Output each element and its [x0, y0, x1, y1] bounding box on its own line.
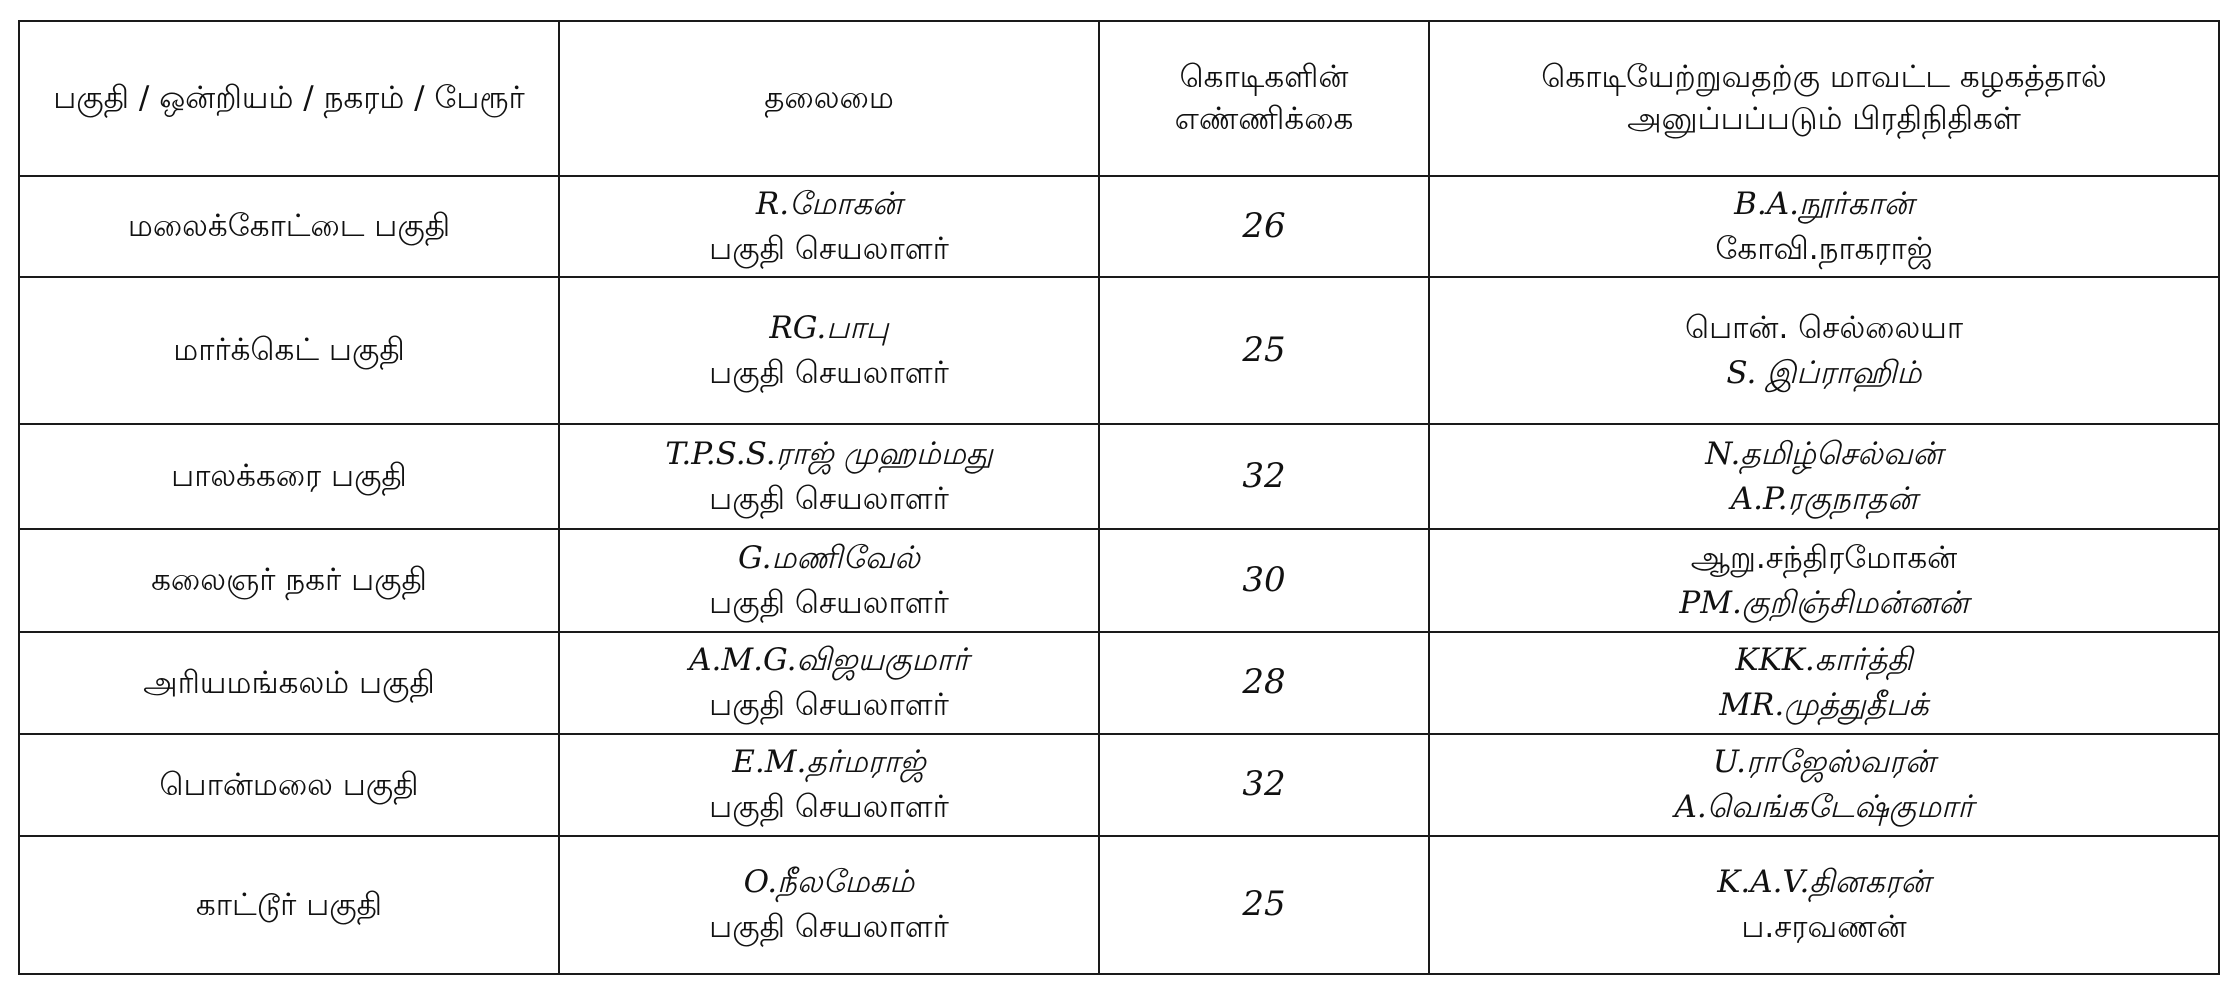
count-cell: 25: [1099, 836, 1429, 974]
rep-1: U.ராஜேஸ்வரன்: [1712, 744, 1936, 781]
rep-2: A.வெங்கடேஷ்குமார்: [1674, 789, 1974, 825]
count-cell: 30: [1099, 529, 1429, 632]
rep-1: KKK.கார்த்தி: [1735, 642, 1913, 679]
head-name: R.மோகன்: [755, 185, 903, 222]
rep-2: S. இப்ராஹிம்: [1726, 354, 1922, 391]
head-name: O.நீலமேகம்: [743, 864, 915, 901]
rep-2: ப.சரவணன்: [1741, 909, 1907, 945]
header-head: தலைமை: [559, 21, 1099, 176]
count-cell: 25: [1099, 277, 1429, 424]
count-cell: 32: [1099, 424, 1429, 529]
rep-2: MR.முத்துதீபக்: [1719, 687, 1929, 723]
rep-2: PM.குறிஞ்சிமன்னன்: [1679, 584, 1969, 621]
head-name: E.M.தர்மராஜ்: [732, 744, 926, 781]
table-header-row: [19, 21, 2219, 176]
flag-hoisting-table-container: [18, 20, 2218, 975]
rep-2: கோவி.நாகராஜ்: [1715, 230, 1933, 267]
head-cell: [559, 632, 1099, 734]
rep-1: K.A.V.தினகரன்: [1717, 864, 1931, 901]
rep-1: N.தமிழ்செல்வன்: [1705, 435, 1943, 472]
table-row: [19, 424, 2219, 529]
area-cell: அரியமங்கலம் பகுதி: [19, 632, 559, 734]
area-cell: பொன்மலை பகுதி: [19, 734, 559, 836]
area-cell: கலைஞர் நகர் பகுதி: [19, 529, 559, 632]
flag-hoisting-table: [18, 20, 2220, 975]
head-cell: [559, 277, 1099, 424]
table-row: [19, 176, 2219, 277]
head-cell: [559, 424, 1099, 529]
head-role: பகுதி செயலாளர்: [709, 354, 949, 391]
rep-1: B.A.நூர்கான்: [1734, 185, 1914, 222]
head-cell: [559, 176, 1099, 277]
count-cell: 32: [1099, 734, 1429, 836]
area-cell: காட்டூர் பகுதி: [19, 836, 559, 974]
head-role: பகுதி செயலாளர்: [709, 789, 949, 825]
rep-1: ஆறு.சந்திரமோகன்: [1690, 539, 1958, 576]
reps-cell: [1429, 277, 2219, 424]
header-area: பகுதி / ஒன்றியம் / நகரம் / பேரூர்: [19, 21, 559, 176]
table-row: [19, 529, 2219, 632]
head-cell: [559, 734, 1099, 836]
table-row: [19, 734, 2219, 836]
head-cell: [559, 529, 1099, 632]
head-name: T.P.S.S.ராஜ் முஹம்மது: [665, 435, 993, 472]
reps-cell: [1429, 424, 2219, 529]
count-cell: 26: [1099, 176, 1429, 277]
table-row: [19, 836, 2219, 974]
reps-cell: [1429, 836, 2219, 974]
area-cell: மலைக்கோட்டை பகுதி: [19, 176, 559, 277]
reps-cell: [1429, 529, 2219, 632]
head-name: A.M.G.விஜயகுமார்: [689, 642, 969, 679]
head-role: பகுதி செயலாளர்: [709, 480, 949, 517]
head-name: RG.பாபு: [769, 309, 889, 346]
area-cell: மார்க்கெட் பகுதி: [19, 277, 559, 424]
table-row: [19, 277, 2219, 424]
header-count: கொடிகளின் எண்ணிக்கை: [1099, 21, 1429, 176]
reps-cell: [1429, 632, 2219, 734]
rep-2: A.P.ரகுநாதன்: [1730, 480, 1918, 517]
rep-1: பொன். செல்லையா: [1684, 309, 1964, 346]
count-cell: 28: [1099, 632, 1429, 734]
head-role: பகுதி செயலாளர்: [709, 230, 949, 267]
head-role: பகுதி செயலாளர்: [709, 909, 949, 945]
header-representatives: கொடியேற்றுவதற்கு மாவட்ட கழகத்தால் அனுப்பப்படும் பிரதிநிதிகள்: [1429, 21, 2219, 176]
head-role: பகுதி செயலாளர்: [709, 687, 949, 723]
reps-cell: [1429, 176, 2219, 277]
head-role: பகுதி செயலாளர்: [709, 584, 949, 621]
head-name: G.மணிவேல்: [738, 539, 920, 576]
reps-cell: [1429, 734, 2219, 836]
head-cell: [559, 836, 1099, 974]
area-cell: பாலக்கரை பகுதி: [19, 424, 559, 529]
table-row: [19, 632, 2219, 734]
